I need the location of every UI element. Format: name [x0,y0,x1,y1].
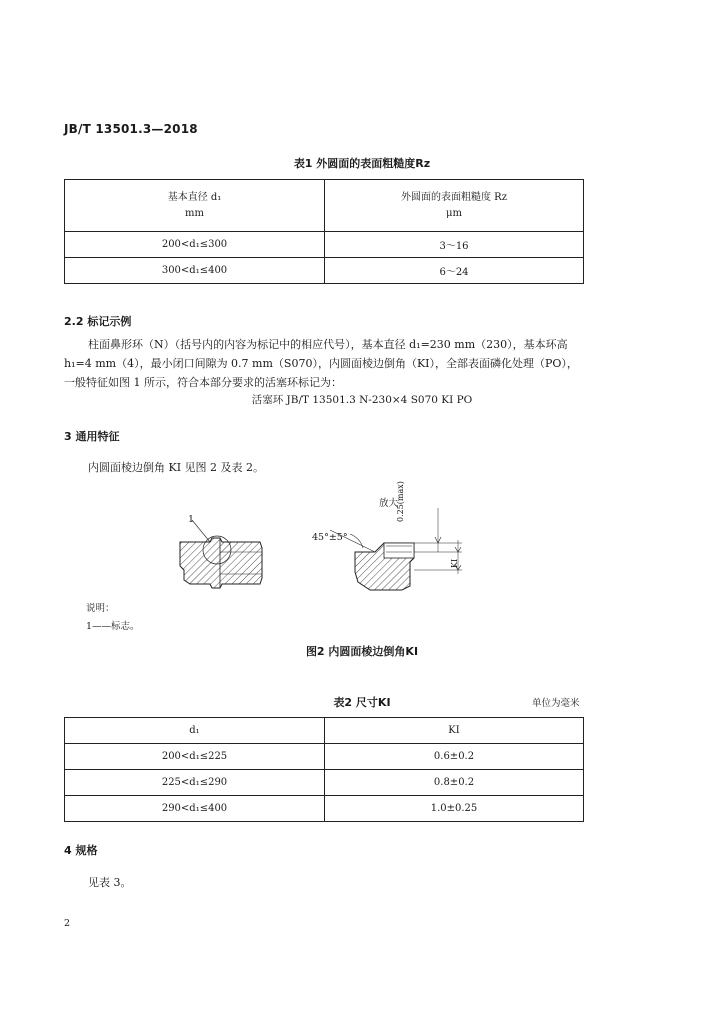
table-cell: 300<d₁≤400 [65,258,325,284]
zoom-label: 放大 [379,498,399,509]
table2-header-ki: KI [325,718,584,744]
section-heading: 2.2 标记示例 [64,315,132,328]
marking-example: 活塞环 JB/T 13501.3 N-230×4 S070 KI PO [251,394,473,406]
table-cell: 1.0±0.25 [325,796,584,822]
table-cell: 200<d₁≤225 [65,744,325,770]
table-cell: 200<d₁≤300 [65,232,325,258]
angle-label: 45°±5° [312,532,348,543]
table2-header-diameter: d₁ [65,718,325,744]
table-cell: 0.8±0.2 [325,770,584,796]
table-row [65,796,584,822]
table1 [64,179,584,284]
table1-header-diameter [65,180,325,232]
table2-caption: 表2 尺寸KI [333,696,391,709]
table2-header-row [65,718,584,744]
max-dimension-label: 0.25(max) [396,481,405,522]
paragraph-line: h₁=4 mm（4），最小闭口间隙为 0.7 mm（S070），内圆面棱边倒角（KI），全部表面磷化处理（PO）， [64,357,578,370]
table-row [65,770,584,796]
table1-header-roughness [325,180,584,232]
paragraph-line: 一般特征如图 1 所示，符合本部分要求的活塞环标记为： [64,376,342,389]
table-cell: 3～16 [325,232,584,258]
figure-note-title: 说明： [86,603,115,614]
standard-number: JB/T 13501.3—2018 [64,122,198,136]
header-text: 外圆面的表面粗糙度 Rz [401,191,507,203]
paragraph: 内圆面棱边倒角 KI 见图 2 及表 2。 [88,461,265,474]
paragraph-line: 柱面鼻形环（N）（括号内的内容为标记中的相应代号），基本直径 d₁=230 mm（230），基本环高 [88,338,568,351]
table-cell: 290<d₁≤400 [65,796,325,822]
paragraph [64,335,584,392]
table-row [65,258,584,284]
header-unit: μm [446,207,462,219]
table2-unit: 单位为毫米 [532,698,580,709]
figure2-caption: 图2 内圆面棱边倒角KI [305,645,419,658]
table-row [65,744,584,770]
section-heading: 4 规格 [64,844,98,857]
header-text: 基本直径 d₁ [167,191,222,203]
section-heading: 3 通用特征 [64,430,120,443]
callout-label: 1 [188,514,195,525]
table-cell: 0.6±0.2 [325,744,584,770]
page-number: 2 [64,918,71,929]
ring-section-left [180,520,262,588]
table-row [65,232,584,258]
figure2-drawing [170,490,490,610]
figure-note-item: 1——标志。 [86,621,140,632]
table-cell: 225<d₁≤290 [65,770,325,796]
table-cell: 6～24 [325,258,584,284]
paragraph: 见表 3。 [88,876,132,889]
table1-caption: 表1 外圆面的表面粗糙度Rz [293,157,431,170]
ki-dimension-label: KI [450,558,459,568]
table1-header-row [65,180,584,232]
table2 [64,717,584,822]
header-unit: mm [185,207,204,219]
